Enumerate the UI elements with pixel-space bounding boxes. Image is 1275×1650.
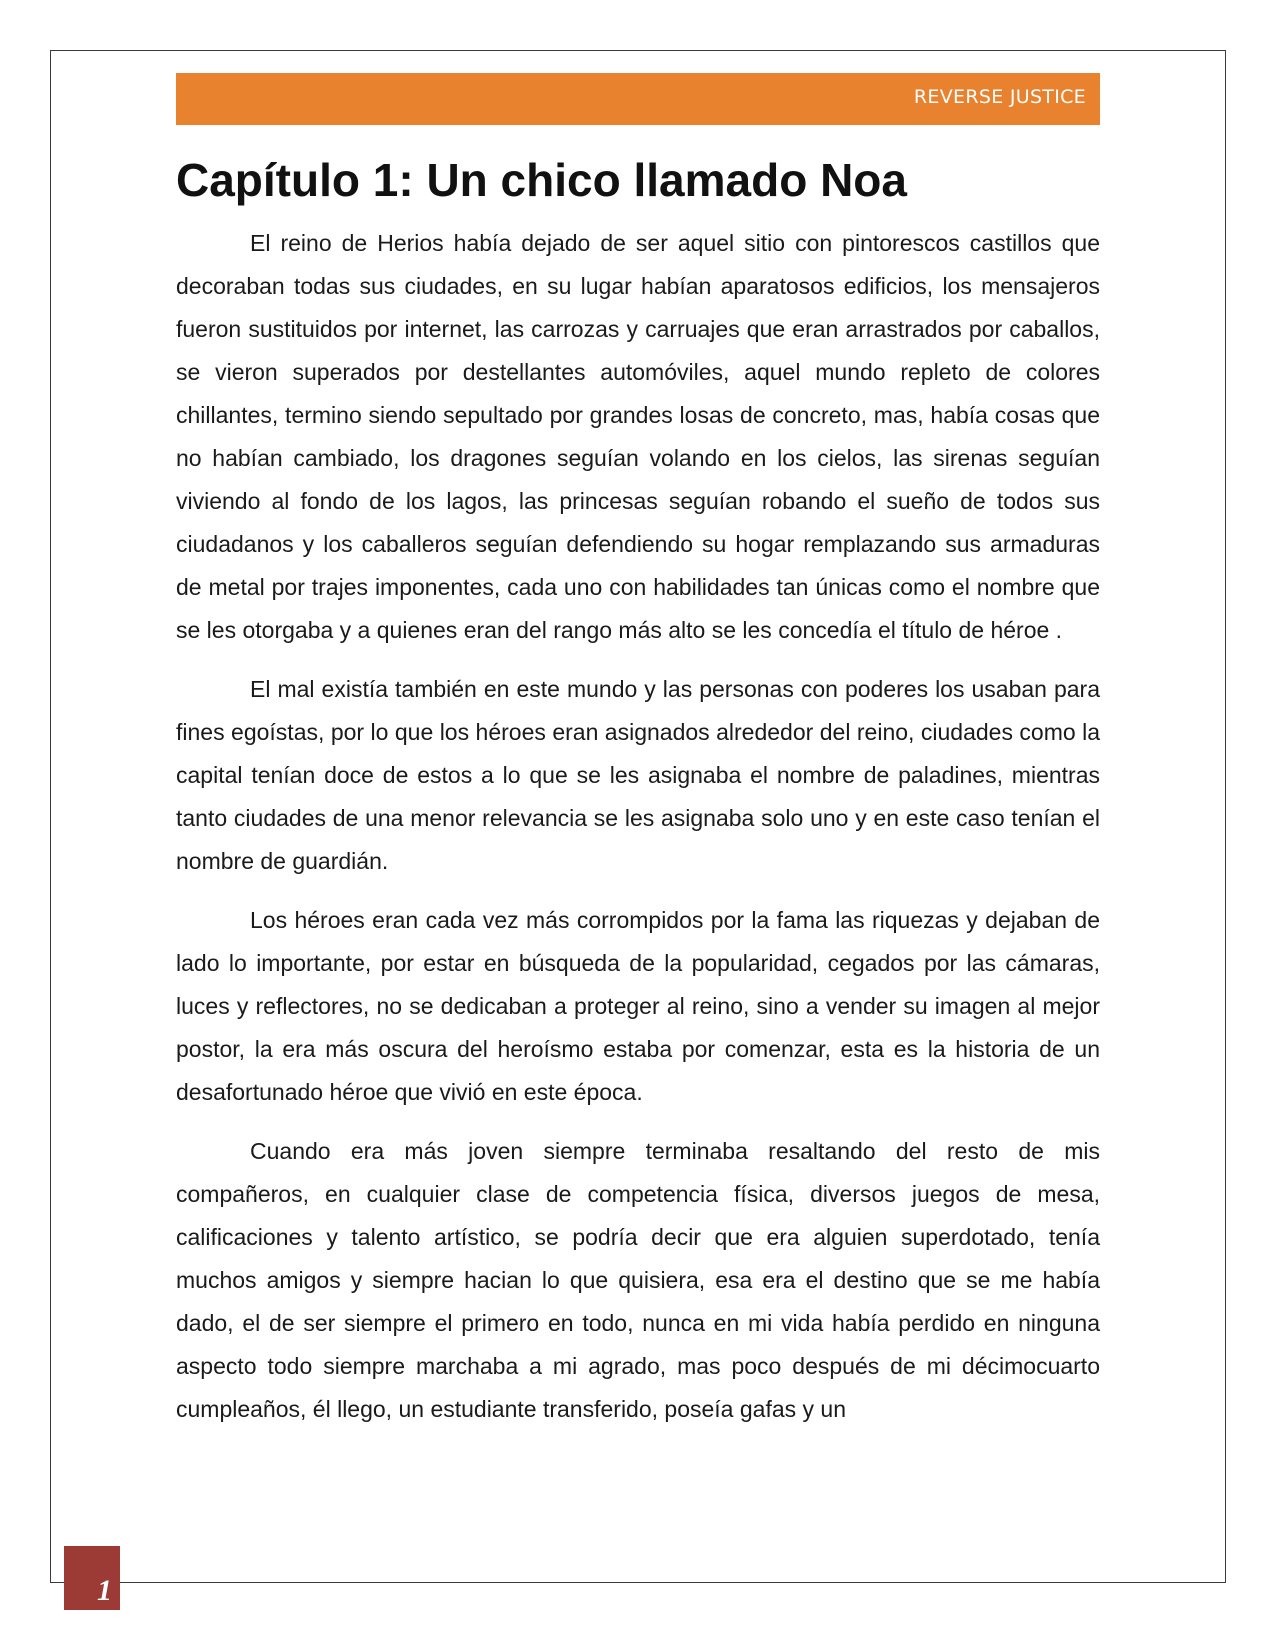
body-text — [176, 222, 1100, 1447]
paragraph: Cuando era más joven siempre terminaba resaltando del resto de mis compañeros, en cualquier clase de competencia física, diversos juegos de mesa, calificaciones y talento artístico, se podría decir que era alguien superdotado, tenía muchos amigos y siempre hacian lo que quisiera, esa era el destino que se me había dado, el de ser siempre el primero en todo, nunca en mi vida había perdido en ninguna aspecto todo siempre marchaba a mi agrado, mas poco después de mi décimocuarto cumpleaños, él llego, un estudiante transferido, poseía gafas y un — [176, 1138, 1100, 1422]
page-number-box — [64, 1546, 120, 1610]
running-header-title: REVERSE JUSTICE — [913, 86, 1086, 108]
paragraph: El reino de Herios había dejado de ser aquel sitio con pintorescos castillos que decoraban todas sus ciudades, en su lugar habían aparatosos edificios, los mensajeros fueron sustituidos por internet, las carrozas y carruajes que eran arrastrados por caballos, se vieron superados por destellantes automóviles, aquel mundo repleto de colores chillantes, termino siendo sepultado por grandes losas de concreto, mas, había cosas que no habían cambiado, los dragones seguían volando en los cielos, las sirenas seguían viviendo al fondo de los lagos, las princesas seguían robando el sueño de todos sus ciudadanos y los caballeros seguían defendiendo su hogar remplazando sus armaduras de metal por trajes imponentes, cada uno con habilidades tan únicas como el nombre que se les otorgaba y a quienes eran del rango más alto se les concedía el título de héroe . — [176, 230, 1100, 643]
paragraph: El mal existía también en este mundo y las personas con poderes los usaban para fines egoístas, por lo que los héroes eran asignados alrededor del reino, ciudades como la capital tenían doce de estos a lo que se les asignaba el nombre de paladines, mientras tanto ciudades de una menor relevancia se les asignaba solo uno y en este caso tenían el nombre de guardián. — [176, 676, 1100, 874]
paragraph: Los héroes eran cada vez más corrompidos por la fama las riquezas y dejaban de lado lo importante, por estar en búsqueda de la popularidad, cegados por las cámaras, luces y reflectores, no se dedicaban a proteger al reino, sino a vender su imagen al mejor postor, la era más oscura del heroísmo estaba por comenzar, esta es la historia de un desafortunado héroe que vivió en este época. — [176, 907, 1100, 1105]
page-number: 1 — [97, 1574, 112, 1607]
running-header — [176, 73, 1100, 125]
chapter-title: Capítulo 1: Un chico llamado Noa — [176, 154, 907, 206]
